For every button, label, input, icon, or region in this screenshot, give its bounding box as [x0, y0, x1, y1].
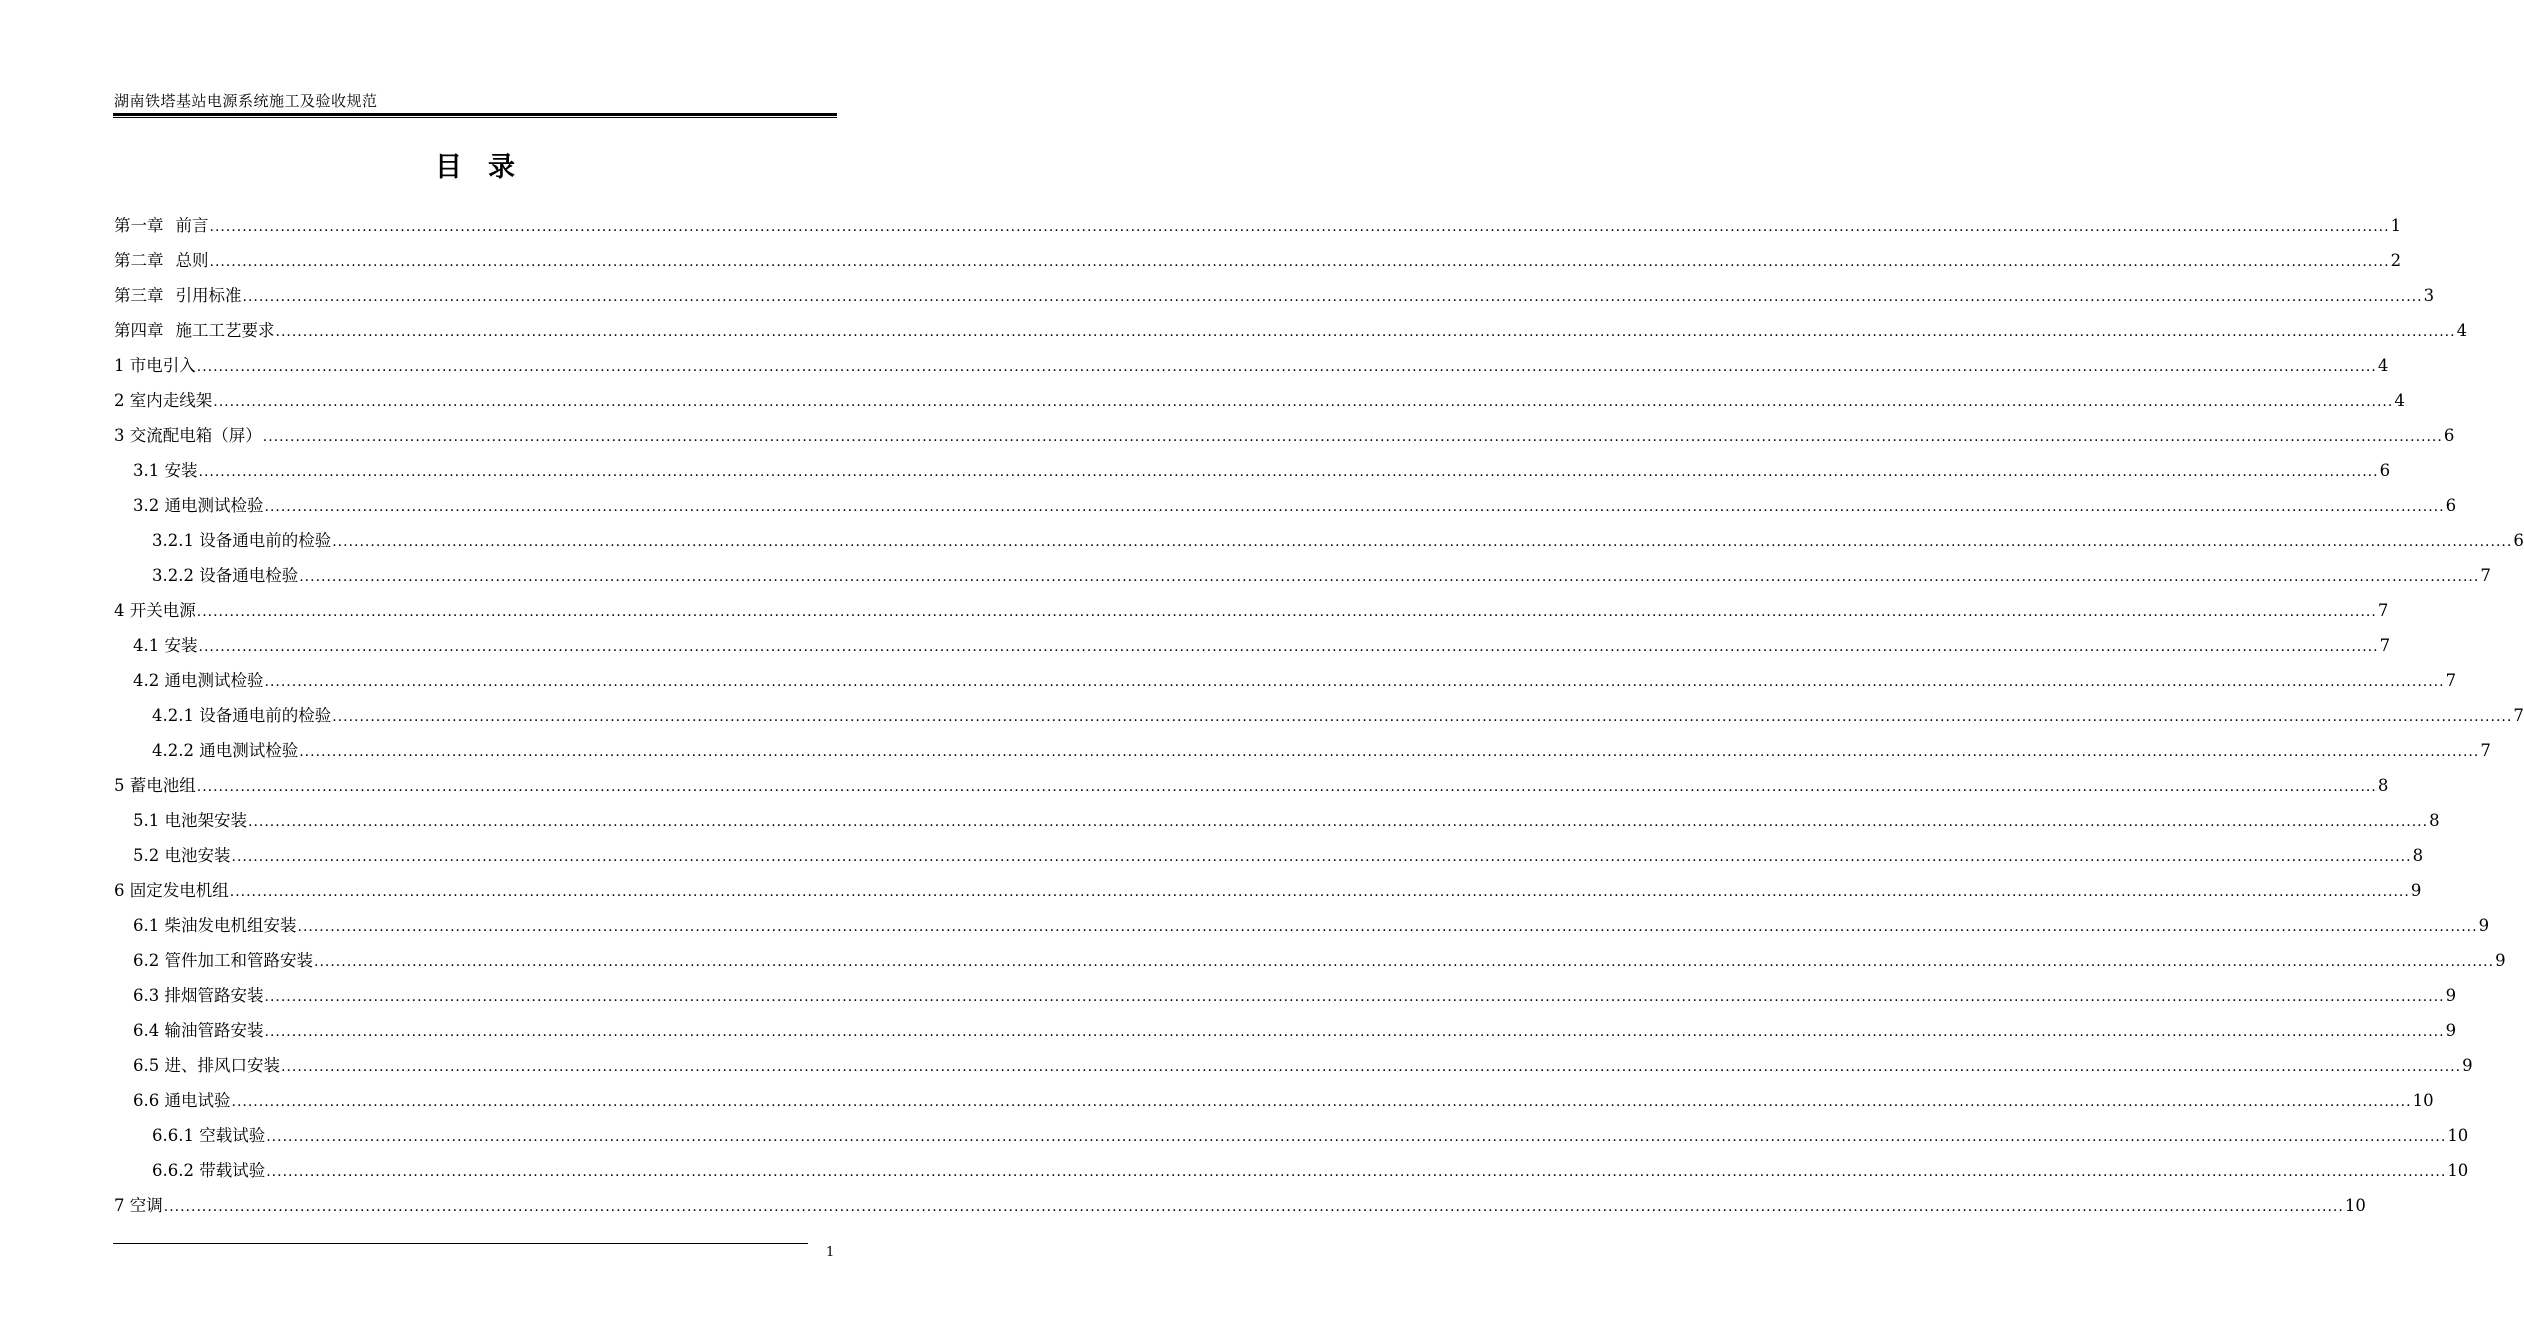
toc-entry[interactable] — [114, 597, 2389, 632]
toc-entry-page: 6 — [2443, 426, 2455, 445]
toc-entry-label — [114, 352, 196, 376]
toc-entry-title: 1 市电引入 — [114, 356, 196, 375]
toc-entry[interactable] — [114, 1087, 2434, 1122]
toc-entry-title: 2 室内走线架 — [114, 391, 213, 410]
toc-entry-label — [114, 422, 262, 446]
toc-entry[interactable] — [114, 982, 2457, 1017]
toc-entry-title: 6.2 管件加工和管路安装 — [133, 951, 313, 970]
toc-entry[interactable] — [114, 422, 2455, 457]
toc-entry-page: 9 — [2445, 1021, 2457, 1040]
toc-entry-page: 9 — [2462, 1056, 2473, 1075]
toc-entry-title: 3.2.2 设备通电检验 — [152, 566, 299, 585]
toc-entry-page: 1 — [2390, 216, 2402, 235]
toc-dot-leader: ................................................................................................................................................................................................................................................................................................................................................................................................................ — [264, 989, 2445, 1005]
toc-entry-label — [133, 912, 297, 936]
toc-entry-title: 7 空调 — [114, 1196, 163, 1215]
toc-entry-page: 7 — [2379, 636, 2391, 655]
toc-entry[interactable] — [114, 317, 2468, 352]
toc-entry-title: 6.6.1 空载试验 — [152, 1126, 266, 1145]
toc-chapter-number: 第四章 — [114, 321, 164, 340]
toc-entry[interactable] — [114, 1052, 2473, 1087]
footer-rule — [113, 1243, 808, 1244]
toc-entry-label — [133, 1052, 280, 1076]
toc-dot-leader: ................................................................................................................................................................................................................................................................................................................................................................................................................ — [198, 639, 2379, 655]
toc-entry[interactable] — [114, 527, 2524, 562]
toc-chapter-number: 第三章 — [114, 286, 164, 305]
toc-dot-leader: ................................................................................................................................................................................................................................................................................................................................................................................................................ — [299, 569, 2480, 585]
toc-dot-leader: ................................................................................................................................................................................................................................................................................................................................................................................................................ — [196, 359, 2377, 375]
toc-dot-leader: ................................................................................................................................................................................................................................................................................................................................................................................................................ — [297, 919, 2478, 935]
toc-title: 目录 — [435, 152, 541, 183]
header-doc-title: 湖南铁塔基站电源系统施工及验收规范 — [114, 92, 378, 110]
toc-entry[interactable] — [114, 1157, 2469, 1192]
toc-entry-label — [114, 387, 212, 411]
toc-entry[interactable] — [114, 247, 2402, 282]
toc-entry[interactable] — [114, 947, 2506, 982]
toc-dot-leader: ................................................................................................................................................................................................................................................................................................................................................................................................................ — [209, 254, 2390, 270]
toc-entry-label — [114, 1192, 163, 1216]
header-rule — [113, 113, 837, 118]
toc-entry[interactable] — [114, 912, 2490, 947]
toc-entry-title: 4 开关电源 — [114, 601, 196, 620]
toc-entry-label — [133, 1087, 231, 1111]
toc-dot-leader: ................................................................................................................................................................................................................................................................................................................................................................................................................ — [266, 1129, 2447, 1145]
toc-entry-title: 4.2.1 设备通电前的检验 — [152, 706, 332, 725]
toc-dot-leader: ................................................................................................................................................................................................................................................................................................................................................................................................................ — [242, 289, 2423, 305]
toc-entry[interactable] — [114, 667, 2457, 702]
toc-chapter-number: 第一章 — [114, 216, 164, 235]
page-number: 1 — [826, 1245, 835, 1260]
toc-dot-leader: ................................................................................................................................................................................................................................................................................................................................................................................................................ — [264, 499, 2445, 515]
toc-entry-page: 7 — [2513, 706, 2524, 725]
toc-entry-title: 6.6 通电试验 — [133, 1091, 231, 1110]
toc-dot-leader: ................................................................................................................................................................................................................................................................................................................................................................................................................ — [231, 1094, 2412, 1110]
toc-entry-label — [152, 527, 331, 551]
toc-entry[interactable] — [114, 457, 2391, 492]
toc-chapter-number: 第二章 — [114, 251, 164, 270]
toc-entry-page: 10 — [2447, 1126, 2469, 1145]
toc-entry-label — [133, 1017, 264, 1041]
toc-entry-label — [152, 737, 298, 761]
toc-dot-leader: ................................................................................................................................................................................................................................................................................................................................................................................................................ — [196, 604, 2377, 620]
toc-dot-leader: ................................................................................................................................................................................................................................................................................................................................................................................................................ — [314, 954, 2495, 970]
toc-entry-label — [133, 492, 264, 516]
toc-entry-label — [133, 632, 198, 656]
toc-entry[interactable] — [114, 1192, 2366, 1227]
toc-entry[interactable] — [114, 807, 2440, 842]
toc-entry-title: 6.3 排烟管路安装 — [133, 986, 264, 1005]
toc-entry-page: 8 — [2429, 811, 2440, 830]
toc-entry-page: 10 — [2447, 1161, 2469, 1180]
toc-dot-leader: ................................................................................................................................................................................................................................................................................................................................................................................................................ — [262, 429, 2443, 445]
toc-entry-label — [133, 457, 198, 481]
toc-entry[interactable] — [114, 1122, 2469, 1157]
toc-entry-page: 2 — [2390, 251, 2402, 270]
toc-entry[interactable] — [114, 772, 2389, 807]
toc-entry-title: 6.4 输油管路安装 — [133, 1021, 264, 1040]
toc-dot-leader: ................................................................................................................................................................................................................................................................................................................................................................................................................ — [198, 464, 2379, 480]
toc-dot-leader: ................................................................................................................................................................................................................................................................................................................................................................................................................ — [264, 1024, 2445, 1040]
toc-entry-title: 6.1 柴油发电机组安装 — [133, 916, 297, 935]
toc-entry-label — [133, 807, 247, 831]
toc-entry-label — [133, 842, 231, 866]
toc-entry[interactable] — [114, 1017, 2457, 1052]
toc-dot-leader: ................................................................................................................................................................................................................................................................................................................................................................................................................ — [281, 1059, 2462, 1075]
toc-entry-page: 3 — [2423, 286, 2435, 305]
toc-entry-label — [133, 667, 264, 691]
toc-entry[interactable] — [114, 492, 2457, 527]
toc-entry-title: 6.5 进、排风口安装 — [133, 1056, 280, 1075]
toc-entry-title: 5.2 电池安装 — [133, 846, 231, 865]
toc-entry[interactable] — [114, 632, 2391, 667]
toc-entry-page: 6 — [2379, 461, 2391, 480]
toc-entry-title: 3.2.1 设备通电前的检验 — [152, 531, 332, 550]
toc-entry-page: 9 — [2495, 951, 2506, 970]
toc-entry[interactable] — [114, 562, 2491, 597]
toc-entry[interactable] — [114, 737, 2491, 772]
toc-dot-leader: ................................................................................................................................................................................................................................................................................................................................................................................................................ — [196, 779, 2377, 795]
toc-entry-page: 10 — [2344, 1196, 2366, 1215]
toc-entry[interactable] — [114, 387, 2405, 422]
toc-entry-page: 7 — [2480, 741, 2491, 760]
toc-entry-label — [152, 702, 331, 726]
toc-entry-label — [114, 772, 196, 796]
toc-entry-page: 9 — [2478, 916, 2490, 935]
toc-entry-title: 引用标准 — [175, 286, 242, 305]
toc-entry-page: 9 — [2445, 986, 2457, 1005]
toc-entry-page: 9 — [2410, 881, 2422, 900]
table-of-contents — [114, 212, 2524, 1227]
toc-entry[interactable] — [114, 842, 2424, 877]
toc-dot-leader: ................................................................................................................................................................................................................................................................................................................................................................................................................ — [213, 394, 2394, 410]
toc-entry-page: 4 — [2377, 356, 2389, 375]
toc-dot-leader: ................................................................................................................................................................................................................................................................................................................................................................................................................ — [209, 219, 2390, 235]
toc-entry-page: 7 — [2445, 671, 2457, 690]
toc-dot-leader: ................................................................................................................................................................................................................................................................................................................................................................................................................ — [231, 849, 2412, 865]
toc-entry-title: 总则 — [175, 251, 209, 270]
toc-entry-page: 4 — [2456, 321, 2468, 340]
toc-entry[interactable] — [114, 702, 2524, 737]
toc-entry-title: 3.2 通电测试检验 — [133, 496, 264, 515]
toc-dot-leader: ................................................................................................................................................................................................................................................................................................................................................................................................................ — [266, 1164, 2447, 1180]
toc-entry-label — [114, 282, 242, 306]
toc-dot-leader: ................................................................................................................................................................................................................................................................................................................................................................................................................ — [275, 324, 2456, 340]
toc-dot-leader: ................................................................................................................................................................................................................................................................................................................................................................................................................ — [229, 884, 2410, 900]
toc-dot-leader: ................................................................................................................................................................................................................................................................................................................................................................................................................ — [264, 674, 2445, 690]
toc-entry-page: 8 — [2377, 776, 2389, 795]
toc-entry-label — [133, 947, 313, 971]
toc-entry[interactable] — [114, 877, 2422, 912]
toc-entry-label — [114, 247, 209, 271]
toc-dot-leader: ................................................................................................................................................................................................................................................................................................................................................................................................................ — [332, 534, 2513, 550]
toc-entry-title: 4.2.2 通电测试检验 — [152, 741, 299, 760]
toc-dot-leader: ................................................................................................................................................................................................................................................................................................................................................................................................................ — [163, 1199, 2344, 1215]
toc-entry-title: 6 固定发电机组 — [114, 881, 229, 900]
toc-entry-label — [133, 982, 264, 1006]
toc-entry-title: 4.1 安装 — [133, 636, 198, 655]
toc-entry-page: 10 — [2412, 1091, 2434, 1110]
toc-entry-title: 5 蓄电池组 — [114, 776, 196, 795]
toc-entry-label — [152, 1122, 265, 1146]
toc-entry-label — [114, 597, 196, 621]
toc-entry-label — [152, 562, 298, 586]
toc-entry-label — [114, 317, 275, 341]
toc-entry-page: 8 — [2412, 846, 2424, 865]
toc-entry-title: 施工工艺要求 — [175, 321, 275, 340]
toc-entry-title: 3 交流配电箱（屏） — [114, 426, 262, 445]
toc-entry-title: 6.6.2 带载试验 — [152, 1161, 266, 1180]
toc-entry[interactable] — [114, 352, 2389, 387]
toc-entry-label — [152, 1157, 265, 1181]
toc-entry-title: 4.2 通电测试检验 — [133, 671, 264, 690]
toc-entry-page: 4 — [2394, 391, 2405, 410]
toc-entry-title: 前言 — [175, 216, 209, 235]
toc-entry-page: 7 — [2377, 601, 2389, 620]
toc-dot-leader: ................................................................................................................................................................................................................................................................................................................................................................................................................ — [248, 814, 2429, 830]
toc-entry[interactable] — [114, 282, 2435, 317]
toc-entry[interactable] — [114, 212, 2402, 247]
toc-entry-title: 5.1 电池架安装 — [133, 811, 247, 830]
toc-entry-title: 3.1 安装 — [133, 461, 198, 480]
toc-entry-page: 6 — [2445, 496, 2457, 515]
toc-dot-leader: ................................................................................................................................................................................................................................................................................................................................................................................................................ — [299, 744, 2480, 760]
toc-entry-page: 7 — [2480, 566, 2491, 585]
toc-dot-leader: ................................................................................................................................................................................................................................................................................................................................................................................................................ — [332, 709, 2513, 725]
toc-entry-label — [114, 212, 209, 236]
toc-entry-label — [114, 877, 229, 901]
toc-entry-page: 6 — [2513, 531, 2524, 550]
